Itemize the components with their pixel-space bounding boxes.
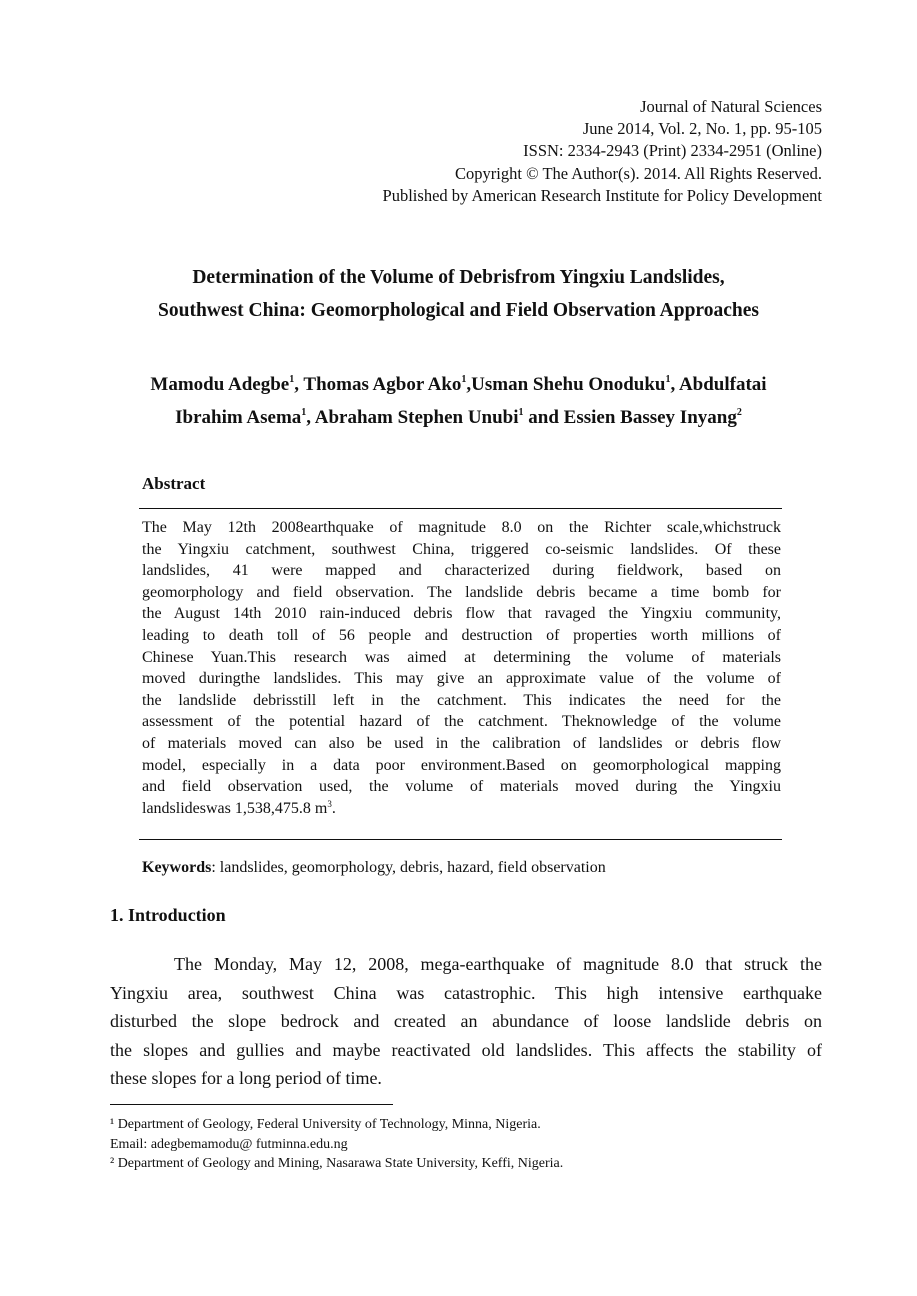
author-separator: , Abdulfatai (670, 374, 767, 395)
title-line-2: Southwest China: Geomorphological and Field Observation Approaches (158, 300, 759, 321)
abstract-line: Chinese Yuan.This research was aimed at determining the volume of materials (142, 648, 781, 666)
journal-publisher: Published by American Research Institute for Policy Development (382, 185, 822, 205)
journal-copyright: Copyright © The Author(s). 2014. All Rights Reserved. (455, 163, 822, 183)
abstract-line: leading to death toll of 56 people and destruction of properties worth millions of (142, 626, 781, 644)
abstract-line: landslides, 41 were mapped and characterized during fieldwork, based on (142, 562, 781, 580)
abstract-last-text: landslideswas 1,538,475.8 m (142, 799, 328, 817)
abstract-bottom-rule (139, 839, 782, 840)
author-name: Abraham Stephen Unubi (314, 407, 519, 428)
abstract-heading: Abstract (142, 474, 206, 493)
author-separator: , (306, 407, 315, 428)
author-name: Usman Shehu Onoduku (471, 374, 666, 395)
author-name: Ibrahim Asema (175, 407, 302, 428)
author-name: Essien Bassey Inyang (563, 407, 737, 428)
paper-title (90, 261, 827, 327)
body-line: the slopes and gullies and maybe reactivated old landslides. This affects the stability of (110, 1039, 822, 1060)
author-name: Mamodu Adegbe (150, 374, 290, 395)
footnote-1: ¹ Department of Geology, Federal University of Technology, Minna, Nigeria. (110, 1117, 541, 1132)
abstract-line: geomorphology and field observation. The landslide debris became a time bomb for (142, 583, 781, 601)
author-affiliation-mark: 1 (518, 407, 524, 418)
abstract-body (142, 517, 781, 819)
title-line-1: Determination of the Volume of Debrisfrom Yingxiu Landslides, (192, 267, 725, 288)
author-affiliation-mark: 2 (736, 407, 742, 418)
author-separator: and (523, 407, 564, 428)
footnote-rule (110, 1104, 393, 1105)
abstract-line: moved duringthe landslides. This may give an approximate value of the volume of (142, 670, 781, 688)
author-separator: , (294, 374, 304, 395)
body-line: disturbed the slope bedrock and created an abundance of loose landslide debris on (110, 1011, 822, 1031)
keywords (142, 857, 606, 879)
author-affiliation-mark: 1 (301, 407, 307, 418)
abstract-last-line (142, 798, 781, 820)
abstract-top-rule (139, 508, 782, 509)
journal-issue: June 2014, Vol. 2, No. 1, pp. 95-105 (582, 119, 822, 139)
abstract-last-period: . (331, 799, 336, 817)
footnote-2: ² Department of Geology and Mining, Nasarawa State University, Keffi, Nigeria. (110, 1156, 564, 1171)
body-line: The Monday, May 12, 2008, mega-earthquake of magnitude 8.0 that struck the (174, 954, 822, 974)
abstract-line: The May 12th 2008earthquake of magnitude 8.0 on the Richter scale,whichstruck (142, 519, 781, 536)
keywords-label: Keywords (142, 859, 212, 876)
author-list (90, 368, 827, 434)
body-line: Yingxiu area, southwest China was catastrophic. This high intensive earthquake (110, 982, 822, 1003)
abstract-line: model, especially in a data poor environment.Based on geomorphological mapping (142, 756, 781, 774)
author-affiliation-mark: 1 (289, 374, 295, 385)
author-line-1 (90, 368, 827, 401)
author-affiliation-mark: 1 (461, 374, 467, 385)
abstract-line: the landslide debrisstill left in the catchment. This indicates the need for the (142, 691, 781, 709)
journal-name: Journal of Natural Sciences (640, 97, 822, 116)
footnote-email: Email: adegbemamodu@ futminna.edu.ng (110, 1136, 348, 1152)
footnotes (110, 1115, 563, 1174)
abstract-line: of materials moved can also be used in the calibration of landslides or debris flow (142, 734, 781, 752)
abstract-line: assessment of the potential hazard of the catchment. Theknowledge of the volume (142, 713, 781, 731)
cubic-superscript: 3 (327, 798, 332, 809)
author-affiliation-mark: 1 (665, 374, 671, 385)
abstract-line: the Yingxiu catchment, southwest China, triggered co-seismic landslides. Of these (142, 540, 781, 558)
journal-header (383, 96, 822, 207)
author-line-2 (90, 401, 827, 434)
section-heading-introduction: 1. Introduction (110, 905, 226, 925)
author-name: Thomas Agbor Ako (303, 374, 462, 395)
body-line: these slopes for a long period of time. (110, 1068, 382, 1088)
introduction-body (110, 950, 822, 1093)
journal-issn: ISSN: 2334-2943 (Print) 2334-2951 (Online) (523, 141, 822, 161)
abstract-line: and field observation used, the volume of materials moved during the Yingxiu (142, 778, 781, 796)
author-separator: , (466, 374, 472, 395)
keywords-text: : landslides, geomorphology, debris, hazard, field observation (211, 859, 606, 876)
abstract-line: the August 14th 2010 rain-induced debris flow that ravaged the Yingxiu community, (142, 605, 781, 623)
